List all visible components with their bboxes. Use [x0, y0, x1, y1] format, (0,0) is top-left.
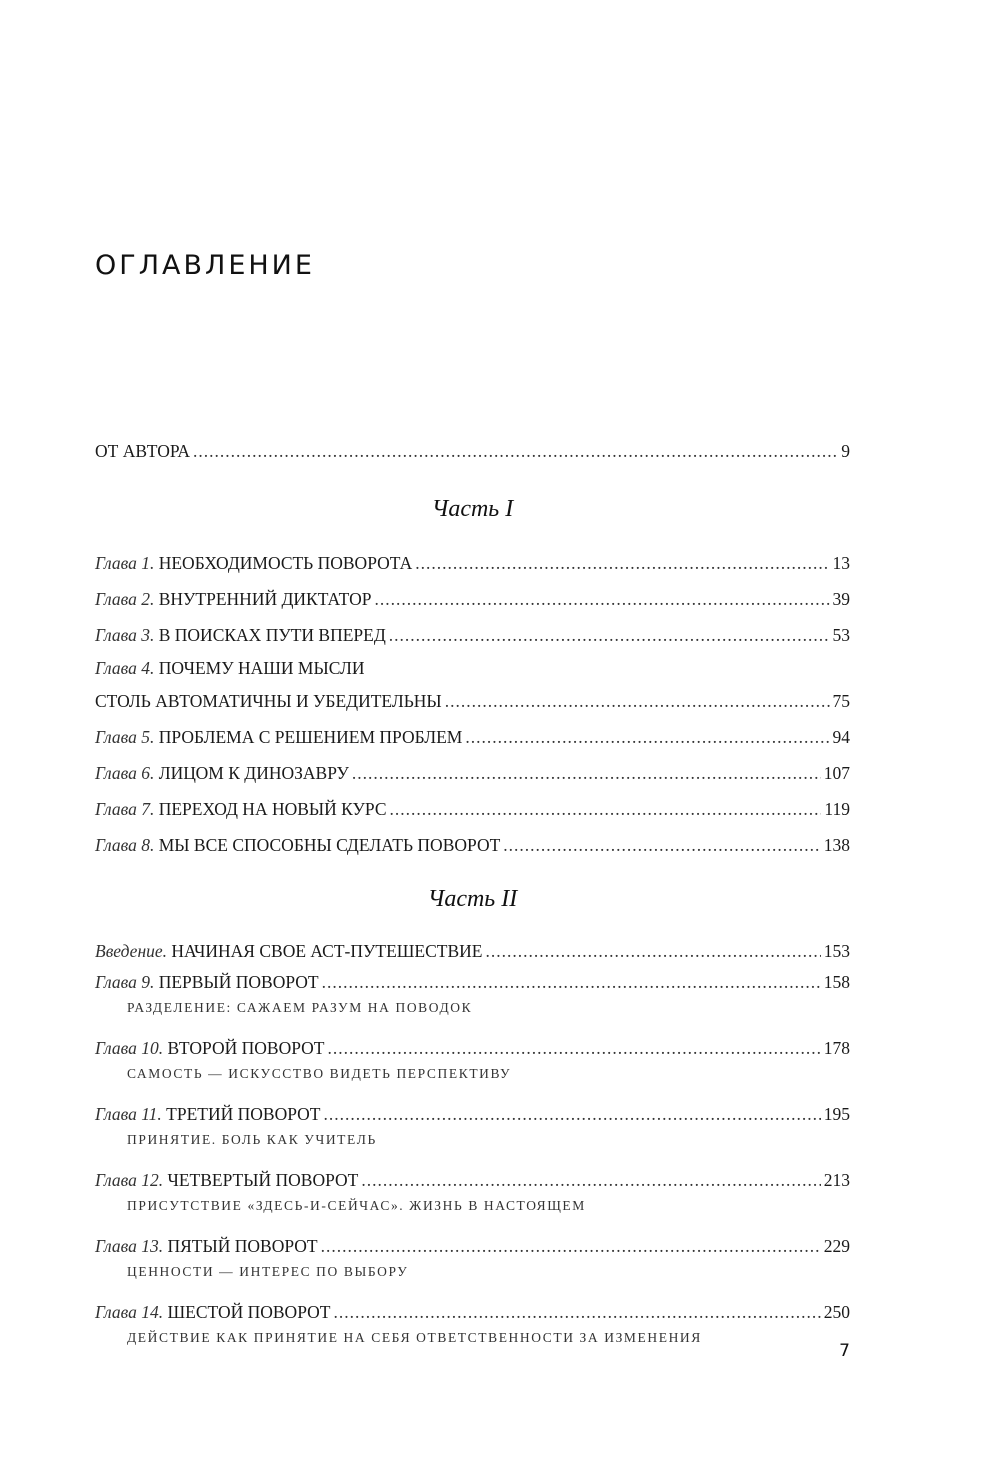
- entry-page: 13: [832, 553, 850, 573]
- toc-entry-ch12[interactable]: [95, 1165, 850, 1220]
- entry-title: НЕОБХОДИМОСТЬ ПОВОРОТА: [158, 553, 413, 573]
- toc-entry-ch4-line1[interactable]: [95, 653, 850, 683]
- dot-leader: [324, 1099, 821, 1129]
- dot-leader: [361, 1165, 820, 1195]
- entry-page: 39: [832, 589, 850, 609]
- entry-title: ЛИЦОМ К ДИНОЗАВРУ: [158, 763, 349, 783]
- chapter-prefix: Глава 4.: [95, 658, 155, 678]
- entry-title: ВТОРОЙ ПОВОРОТ: [167, 1038, 325, 1058]
- dot-leader: [193, 433, 838, 469]
- entry-title: ПЕРЕХОД НА НОВЫЙ КУРС: [158, 799, 387, 819]
- entry-page: 178: [823, 1038, 850, 1058]
- toc-entry-ch2[interactable]: [95, 581, 850, 617]
- chapter-prefix: Глава 1.: [95, 553, 155, 573]
- chapter-prefix: Глава 13.: [95, 1236, 164, 1256]
- chapter-prefix: Глава 12.: [95, 1170, 164, 1190]
- entry-title: ШЕСТОЙ ПОВОРОТ: [167, 1302, 331, 1322]
- entry-page: 195: [823, 1104, 850, 1124]
- chapter-prefix: Глава 11.: [95, 1104, 162, 1124]
- toc-entry-ch6[interactable]: [95, 755, 850, 791]
- entry-page: 53: [832, 625, 850, 645]
- entry-subtitle: ПРИСУТСТВИЕ «ЗДЕСЬ-И-СЕЙЧАС». ЖИЗНЬ В НАСТОЯЩЕМ: [127, 1198, 586, 1213]
- entry-subtitle: РАЗДЕЛЕНИЕ: САЖАЕМ РАЗУМ НА ПОВОДОК: [127, 1000, 473, 1015]
- entry-title: ВНУТРЕННИЙ ДИКТАТОР: [158, 589, 372, 609]
- page-number: 7: [839, 1341, 850, 1361]
- toc-entry-ch1[interactable]: [95, 545, 850, 581]
- dot-leader: [485, 935, 820, 967]
- toc-entry-ch4[interactable]: [95, 683, 850, 719]
- toc-entry-intro[interactable]: [95, 935, 850, 967]
- toc-entry-ch11[interactable]: [95, 1099, 850, 1154]
- entry-title: ПРОБЛЕМА С РЕШЕНИЕМ ПРОБЛЕМ: [158, 727, 463, 747]
- toc-entry-ch10[interactable]: [95, 1033, 850, 1088]
- toc-page: [95, 0, 850, 1466]
- dot-leader: [374, 581, 829, 617]
- toc-entry-ch7[interactable]: [95, 791, 850, 827]
- entry-page: 94: [832, 727, 850, 747]
- entry-title: НАЧИНАЯ СВОЕ АСТ-ПУТЕШЕСТВИЕ: [171, 941, 483, 961]
- chapter-prefix: Глава 10.: [95, 1038, 164, 1058]
- toc-entry-front[interactable]: [95, 433, 850, 469]
- entry-page: 75: [832, 691, 850, 711]
- dot-leader: [321, 1231, 821, 1261]
- entry-page: 229: [823, 1236, 850, 1256]
- dot-leader: [465, 719, 829, 755]
- dot-leader: [390, 791, 822, 827]
- dot-leader: [327, 1033, 820, 1063]
- dot-leader: [503, 827, 820, 863]
- toc-entry-ch14[interactable]: [95, 1297, 850, 1352]
- entry-page: 153: [823, 941, 850, 961]
- chapter-prefix: Глава 5.: [95, 727, 155, 747]
- toc-body: [95, 433, 850, 1363]
- chapter-prefix: Глава 7.: [95, 799, 155, 819]
- entry-title: ЧЕТВЕРТЫЙ ПОВОРОТ: [167, 1170, 359, 1190]
- entry-page: 250: [823, 1302, 850, 1322]
- part-heading-2: Часть II: [427, 886, 518, 912]
- entry-page: 158: [823, 972, 850, 992]
- toc-entry-ch9[interactable]: [95, 967, 850, 1022]
- dot-leader: [333, 1297, 820, 1327]
- entry-title: ОТ АВТОРА: [95, 441, 191, 461]
- chapter-prefix: Глава 8.: [95, 835, 155, 855]
- chapter-prefix: Глава 14.: [95, 1302, 164, 1322]
- dot-leader: [322, 967, 821, 997]
- dot-leader: [389, 617, 830, 653]
- toc-entry-ch3[interactable]: [95, 617, 850, 653]
- chapter-prefix: Глава 3.: [95, 625, 155, 645]
- dot-leader: [445, 683, 830, 719]
- chapter-prefix: Глава 9.: [95, 972, 155, 992]
- entry-page: 213: [823, 1170, 850, 1190]
- dot-leader: [352, 755, 821, 791]
- entry-title: СТОЛЬ АВТОМАТИЧНЫ И УБЕДИТЕЛЬНЫ: [95, 691, 442, 711]
- entry-subtitle: САМОСТЬ — ИСКУССТВО ВИДЕТЬ ПЕРСПЕКТИВУ: [127, 1066, 512, 1081]
- entry-page: 119: [824, 799, 850, 819]
- entry-title: ПОЧЕМУ НАШИ МЫСЛИ: [158, 658, 365, 678]
- entry-page: 9: [841, 441, 850, 461]
- dot-leader: [415, 545, 829, 581]
- entry-page: 107: [823, 763, 850, 783]
- chapter-prefix: Введение.: [95, 941, 168, 961]
- page-title: ОГЛАВЛЕНИЕ: [95, 250, 315, 281]
- toc-entry-ch13[interactable]: [95, 1231, 850, 1286]
- entry-title: ПЯТЫЙ ПОВОРОТ: [167, 1236, 318, 1256]
- toc-entry-ch8[interactable]: [95, 827, 850, 863]
- part-heading-1: Часть I: [431, 496, 514, 522]
- chapter-prefix: Глава 2.: [95, 589, 155, 609]
- entry-title: ТРЕТИЙ ПОВОРОТ: [166, 1104, 321, 1124]
- entry-title: МЫ ВСЕ СПОСОБНЫ СДЕЛАТЬ ПОВОРОТ: [158, 835, 501, 855]
- entry-subtitle: ДЕЙСТВИЕ КАК ПРИНЯТИЕ НА СЕБЯ ОТВЕТСТВЕННОСТИ ЗА ИЗМЕНЕНИЯ: [127, 1330, 702, 1345]
- chapter-prefix: Глава 6.: [95, 763, 155, 783]
- toc-entry-ch5[interactable]: [95, 719, 850, 755]
- entry-subtitle: ПРИНЯТИЕ. БОЛЬ КАК УЧИТЕЛЬ: [127, 1132, 377, 1147]
- entry-title: В ПОИСКАХ ПУТИ ВПЕРЕД: [158, 625, 386, 645]
- entry-page: 138: [823, 835, 850, 855]
- entry-subtitle: ЦЕННОСТИ — ИНТЕРЕС ПО ВЫБОРУ: [127, 1264, 409, 1279]
- entry-title: ПЕРВЫЙ ПОВОРОТ: [158, 972, 319, 992]
